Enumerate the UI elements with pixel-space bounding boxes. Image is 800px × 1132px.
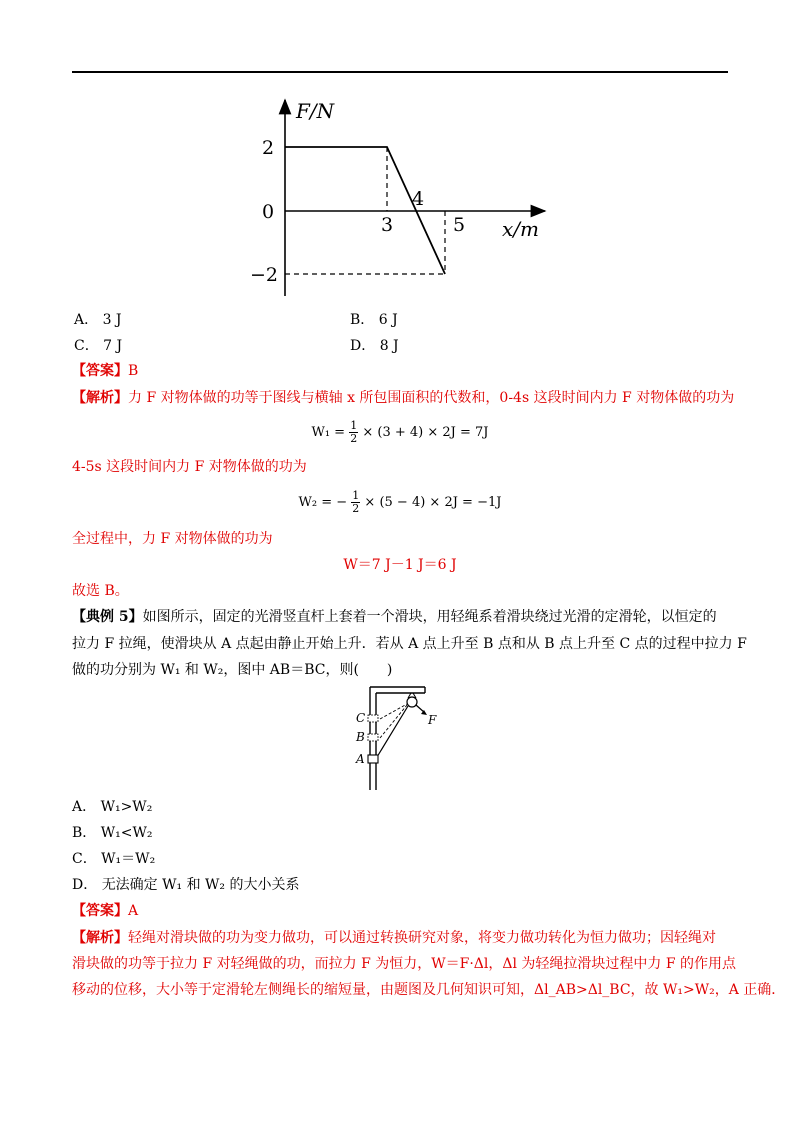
analysis-tag: 【解析】 [72,930,128,946]
x-tick-4: 4 [412,188,425,210]
analysis-text: 4-5s 这段时间内力 F 对物体做的功为 [72,459,307,475]
eq-rest: × (3 + 4) × 2J = 7J [362,425,489,440]
x-tick-5: 5 [453,214,466,236]
y-axis-label: F/N [296,99,335,123]
x-tick-3: 3 [381,214,394,236]
q5-analysis-l2 [72,954,736,974]
option-letter: C． [74,338,99,354]
q4-conclusion [72,581,129,601]
q4-analysis-p2 [72,457,307,477]
conclusion-text: 故选 B。 [72,583,129,599]
analysis-text: 滑块做的功等于拉力 F 对轻绳做的功，而拉力 F 为恒力，W＝F·Δl，Δl 为轻绳拉滑块过程中力 F 的作用点 [72,956,737,972]
analysis-text: 轻绳对滑块做的功为变力做功，可以通过转换研究对象，将变力做功转化为恒力做功；因轻绳对 [128,930,716,946]
force-displacement-graph [240,92,560,302]
q4-option-c [74,336,122,356]
example-tag: 【典例 5】 [72,609,143,625]
y-tick-0: 0 [262,201,275,223]
q4-option-a [74,310,122,330]
q5-option-c [72,849,155,869]
option-text: 无法确定 W₁ 和 W₂ 的大小关系 [101,877,300,893]
option-letter: C． [72,851,97,867]
analysis-text: 移动的位移，大小等于定滑轮左侧绳长的缩短量，由题图及几何知识可知，Δl_AB>Δl_BC，故 W₁>W₂，A 正确． [72,982,786,998]
q5-option-a [72,797,152,817]
option-text: W₁<W₂ [100,825,153,841]
answer-value: B [128,363,139,379]
eq-text: W＝7 J－1 J＝6 J [343,557,457,573]
pulley-icon [407,697,417,707]
option-text: 8 J [379,338,399,354]
option-letter: A． [74,312,99,328]
eq-rest: × (5 − 4) × 2J = −1J [364,495,502,510]
q5-analysis-l1 [72,928,716,948]
q5-stem-l1 [72,607,717,627]
eq-lhs: W₂ = − [298,495,348,510]
denominator: 2 [352,502,360,515]
q5-answer [72,901,138,921]
option-letter: B． [72,825,97,841]
numerator: 1 [352,489,360,502]
q4-analysis-p3 [72,529,273,549]
y-tick-neg2: −2 [250,264,279,286]
q5-stem-l3 [72,660,392,680]
equation-w2 [0,490,800,515]
eq-lhs: W₁ = [311,425,346,440]
option-text: 3 J [102,312,122,328]
option-letter: A． [72,799,97,815]
option-text: W₁＝W₂ [101,851,156,867]
answer-tag: 【答案】 [72,363,128,379]
x-axis-label: x/m [502,217,539,241]
option-letter: D． [72,877,98,893]
stem-text: 做的功分别为 W₁ 和 W₂，图中 AB＝BC，则( ) [72,662,393,678]
q4-option-d [350,336,399,356]
stem-text: 拉力 F 拉绳，使滑块从 A 点起由静止开始上升．若从 A 点上升至 B 点和从 B 点上升至 C 点的过程中拉力 F [72,636,747,652]
fraction [351,490,360,515]
analysis-tag: 【解析】 [72,390,128,406]
pulley-figure [328,684,438,792]
numerator: 1 [350,419,358,432]
fraction [349,420,358,445]
equation-w1 [0,420,800,445]
label-c: C [356,711,366,725]
label-b: B [356,730,365,744]
q5-option-d [72,875,300,895]
q5-option-b [72,823,152,843]
option-text: W₁>W₂ [100,799,153,815]
header-rule [72,71,728,73]
q4-option-b [350,310,398,330]
analysis-text: 全过程中，力 F 对物体做的功为 [72,531,273,547]
option-letter: B． [350,312,375,328]
option-letter: D． [350,338,376,354]
analysis-text: 力 F 对物体做的功等于图线与横轴 x 所包围面积的代数和，0-4s 这段时间内力 F 对物体做的功为 [128,390,735,406]
answer-value: A [128,903,139,919]
label-a: A [356,752,365,766]
y-tick-2: 2 [262,137,275,159]
denominator: 2 [350,432,358,445]
q5-analysis-l3 [72,980,785,1000]
equation-w-total [0,555,800,575]
q4-answer [72,361,138,381]
label-f: F [428,713,437,727]
stem-text: 如图所示，固定的光滑竖直杆上套着一个滑块，用轻绳系着滑块绕过光滑的定滑轮，以恒定的 [142,609,717,625]
option-text: 6 J [378,312,398,328]
q5-stem-l2 [72,634,747,654]
option-text: 7 J [103,338,123,354]
answer-tag: 【答案】 [72,903,128,919]
q4-analysis-p1 [72,388,734,408]
